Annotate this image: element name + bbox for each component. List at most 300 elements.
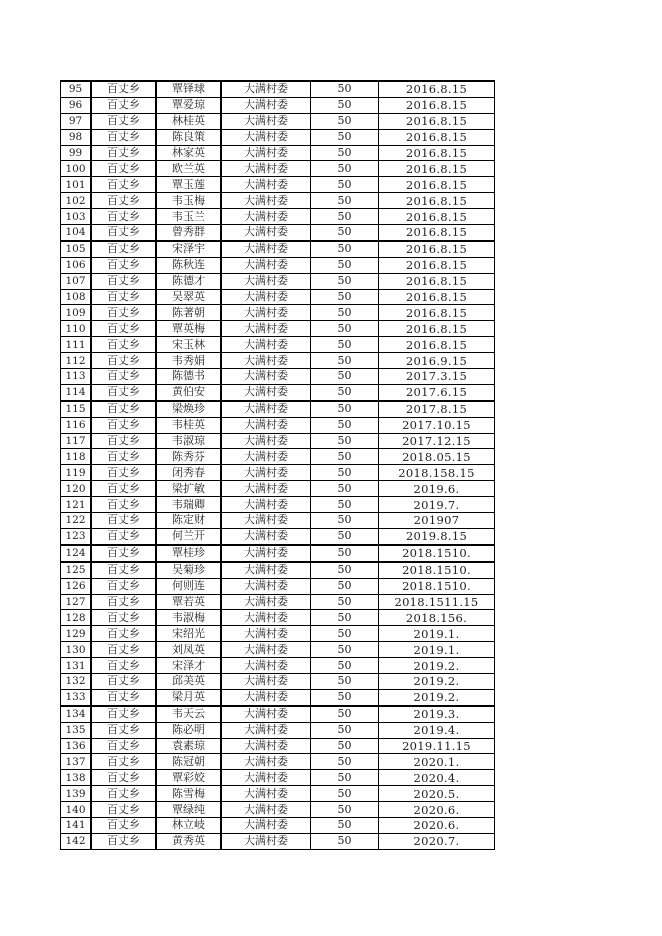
cell-date[interactable]: 2016.8.15 bbox=[379, 321, 495, 337]
cell-township[interactable]: 百丈乡 bbox=[91, 786, 156, 802]
cell-name[interactable]: 黄秀英 bbox=[156, 833, 221, 849]
cell-date[interactable]: 2017.8.15 bbox=[379, 401, 495, 417]
cell-amount[interactable]: 50 bbox=[311, 578, 379, 594]
cell-number[interactable]: 126 bbox=[61, 578, 92, 594]
cell-amount[interactable]: 50 bbox=[311, 209, 379, 225]
cell-amount[interactable]: 50 bbox=[311, 97, 379, 113]
cell-number[interactable]: 112 bbox=[61, 353, 92, 369]
cell-date[interactable]: 2017.3.15 bbox=[379, 369, 495, 385]
cell-township[interactable]: 百丈乡 bbox=[91, 129, 156, 145]
cell-name[interactable]: 覃玉莲 bbox=[156, 177, 221, 193]
cell-number[interactable]: 98 bbox=[61, 129, 92, 145]
cell-name[interactable]: 宋泽宇 bbox=[156, 241, 221, 257]
cell-township[interactable]: 百丈乡 bbox=[91, 626, 156, 642]
cell-name[interactable]: 曾秀群 bbox=[156, 225, 221, 241]
cell-number[interactable]: 121 bbox=[61, 497, 92, 513]
cell-name[interactable]: 黄伯安 bbox=[156, 384, 221, 400]
cell-date[interactable]: 2019.2. bbox=[379, 689, 495, 705]
cell-number[interactable]: 114 bbox=[61, 384, 92, 400]
cell-township[interactable]: 百丈乡 bbox=[91, 401, 156, 417]
cell-village[interactable]: 大满村委 bbox=[221, 610, 311, 626]
cell-number[interactable]: 111 bbox=[61, 337, 92, 353]
cell-number[interactable]: 118 bbox=[61, 449, 92, 465]
cell-name[interactable]: 林家英 bbox=[156, 145, 221, 161]
cell-name[interactable]: 梁月英 bbox=[156, 689, 221, 705]
cell-name[interactable]: 袁素琼 bbox=[156, 738, 221, 754]
cell-date[interactable]: 2016.8.15 bbox=[379, 241, 495, 257]
cell-name[interactable]: 韦淑琼 bbox=[156, 433, 221, 449]
cell-name[interactable]: 邱美英 bbox=[156, 673, 221, 689]
cell-name[interactable]: 林桂英 bbox=[156, 113, 221, 129]
cell-name[interactable]: 林立岐 bbox=[156, 817, 221, 833]
cell-name[interactable]: 覃爱琼 bbox=[156, 97, 221, 113]
cell-amount[interactable]: 50 bbox=[311, 833, 379, 849]
cell-amount[interactable]: 50 bbox=[311, 562, 379, 578]
cell-number[interactable]: 100 bbox=[61, 161, 92, 177]
cell-village[interactable]: 大满村委 bbox=[221, 642, 311, 658]
cell-township[interactable]: 百丈乡 bbox=[91, 578, 156, 594]
cell-number[interactable]: 128 bbox=[61, 610, 92, 626]
cell-amount[interactable]: 50 bbox=[311, 786, 379, 802]
cell-amount[interactable]: 50 bbox=[311, 481, 379, 497]
cell-amount[interactable]: 50 bbox=[311, 321, 379, 337]
cell-amount[interactable]: 50 bbox=[311, 129, 379, 145]
cell-township[interactable]: 百丈乡 bbox=[91, 706, 156, 722]
cell-township[interactable]: 百丈乡 bbox=[91, 225, 156, 241]
data-table bbox=[60, 80, 495, 850]
table-row bbox=[61, 353, 495, 369]
cell-village[interactable]: 大满村委 bbox=[221, 817, 311, 833]
cell-township[interactable]: 百丈乡 bbox=[91, 738, 156, 754]
cell-date[interactable]: 2016.9.15 bbox=[379, 353, 495, 369]
cell-township[interactable]: 百丈乡 bbox=[91, 817, 156, 833]
cell-date[interactable]: 2018.158.15 bbox=[379, 465, 495, 481]
cell-village[interactable]: 大满村委 bbox=[221, 384, 311, 400]
cell-date[interactable]: 2019.2. bbox=[379, 658, 495, 674]
cell-number[interactable]: 102 bbox=[61, 193, 92, 209]
cell-number[interactable]: 129 bbox=[61, 626, 92, 642]
cell-date[interactable]: 2018.1510. bbox=[379, 562, 495, 578]
cell-township[interactable]: 百丈乡 bbox=[91, 770, 156, 786]
cell-date[interactable]: 2020.6. bbox=[379, 817, 495, 833]
cell-name[interactable]: 陈德才 bbox=[156, 273, 221, 289]
cell-township[interactable]: 百丈乡 bbox=[91, 528, 156, 544]
cell-date[interactable]: 2016.8.15 bbox=[379, 209, 495, 225]
cell-township[interactable]: 百丈乡 bbox=[91, 449, 156, 465]
cell-name[interactable]: 覃彩姣 bbox=[156, 770, 221, 786]
cell-amount[interactable]: 50 bbox=[311, 738, 379, 754]
cell-village[interactable]: 大满村委 bbox=[221, 321, 311, 337]
cell-township[interactable]: 百丈乡 bbox=[91, 353, 156, 369]
cell-village[interactable]: 大满村委 bbox=[221, 177, 311, 193]
cell-township[interactable]: 百丈乡 bbox=[91, 513, 156, 529]
cell-name[interactable]: 陈著朝 bbox=[156, 305, 221, 321]
cell-name[interactable]: 覃铎球 bbox=[156, 81, 221, 97]
cell-township[interactable]: 百丈乡 bbox=[91, 273, 156, 289]
cell-township[interactable]: 百丈乡 bbox=[91, 337, 156, 353]
cell-village[interactable]: 大满村委 bbox=[221, 833, 311, 849]
cell-amount[interactable]: 50 bbox=[311, 113, 379, 129]
cell-name[interactable]: 宋泽才 bbox=[156, 658, 221, 674]
cell-village[interactable]: 大满村委 bbox=[221, 722, 311, 738]
table-row bbox=[61, 481, 495, 497]
cell-village[interactable]: 大满村委 bbox=[221, 145, 311, 161]
cell-amount[interactable]: 50 bbox=[311, 257, 379, 273]
cell-date[interactable]: 201907 bbox=[379, 513, 495, 529]
cell-township[interactable]: 百丈乡 bbox=[91, 384, 156, 400]
cell-amount[interactable]: 50 bbox=[311, 177, 379, 193]
cell-village[interactable]: 大满村委 bbox=[221, 369, 311, 385]
cell-village[interactable]: 大满村委 bbox=[221, 241, 311, 257]
cell-amount[interactable]: 50 bbox=[311, 81, 379, 97]
cell-village[interactable]: 大满村委 bbox=[221, 337, 311, 353]
cell-village[interactable]: 大满村委 bbox=[221, 673, 311, 689]
cell-date[interactable]: 2019.3. bbox=[379, 706, 495, 722]
cell-name[interactable]: 韦天云 bbox=[156, 706, 221, 722]
cell-date[interactable]: 2019.2. bbox=[379, 673, 495, 689]
cell-date[interactable]: 2019.1. bbox=[379, 626, 495, 642]
cell-date[interactable]: 2019.4. bbox=[379, 722, 495, 738]
cell-village[interactable]: 大满村委 bbox=[221, 417, 311, 433]
cell-village[interactable]: 大满村委 bbox=[221, 289, 311, 305]
table-row bbox=[61, 802, 495, 818]
cell-village[interactable]: 大满村委 bbox=[221, 433, 311, 449]
cell-name[interactable]: 陈必明 bbox=[156, 722, 221, 738]
cell-village[interactable]: 大满村委 bbox=[221, 305, 311, 321]
cell-date[interactable]: 2016.8.15 bbox=[379, 257, 495, 273]
cell-village[interactable]: 大满村委 bbox=[221, 562, 311, 578]
cell-date[interactable]: 2016.8.15 bbox=[379, 273, 495, 289]
cell-name[interactable]: 覃桂珍 bbox=[156, 545, 221, 562]
cell-date[interactable]: 2016.8.15 bbox=[379, 193, 495, 209]
cell-number[interactable]: 110 bbox=[61, 321, 92, 337]
cell-name[interactable]: 韦瑞卿 bbox=[156, 497, 221, 513]
cell-township[interactable]: 百丈乡 bbox=[91, 689, 156, 705]
cell-amount[interactable]: 50 bbox=[311, 626, 379, 642]
cell-amount[interactable]: 50 bbox=[311, 545, 379, 562]
cell-township[interactable]: 百丈乡 bbox=[91, 754, 156, 770]
cell-name[interactable]: 韦淑梅 bbox=[156, 610, 221, 626]
cell-village[interactable]: 大满村委 bbox=[221, 706, 311, 722]
cell-name[interactable]: 吴菊珍 bbox=[156, 562, 221, 578]
cell-amount[interactable]: 50 bbox=[311, 145, 379, 161]
cell-amount[interactable]: 50 bbox=[311, 642, 379, 658]
cell-number[interactable]: 95 bbox=[61, 81, 92, 97]
cell-amount[interactable]: 50 bbox=[311, 706, 379, 722]
cell-village[interactable]: 大满村委 bbox=[221, 513, 311, 529]
cell-township[interactable]: 百丈乡 bbox=[91, 465, 156, 481]
cell-date[interactable]: 2016.8.15 bbox=[379, 337, 495, 353]
cell-number[interactable]: 99 bbox=[61, 145, 92, 161]
cell-number[interactable]: 109 bbox=[61, 305, 92, 321]
cell-date[interactable]: 2018.1510. bbox=[379, 545, 495, 562]
cell-name[interactable]: 陈冠朝 bbox=[156, 754, 221, 770]
cell-village[interactable]: 大满村委 bbox=[221, 129, 311, 145]
cell-village[interactable]: 大满村委 bbox=[221, 802, 311, 818]
cell-name[interactable]: 梁焕珍 bbox=[156, 401, 221, 417]
cell-village[interactable]: 大满村委 bbox=[221, 257, 311, 273]
cell-village[interactable]: 大满村委 bbox=[221, 545, 311, 562]
cell-village[interactable]: 大满村委 bbox=[221, 754, 311, 770]
cell-number[interactable]: 97 bbox=[61, 113, 92, 129]
cell-number[interactable]: 104 bbox=[61, 225, 92, 241]
cell-township[interactable]: 百丈乡 bbox=[91, 562, 156, 578]
cell-amount[interactable]: 50 bbox=[311, 610, 379, 626]
cell-number[interactable]: 120 bbox=[61, 481, 92, 497]
cell-amount[interactable]: 50 bbox=[311, 289, 379, 305]
cell-amount[interactable]: 50 bbox=[311, 770, 379, 786]
cell-name[interactable]: 覃绿纯 bbox=[156, 802, 221, 818]
cell-number[interactable]: 130 bbox=[61, 642, 92, 658]
table-row bbox=[61, 545, 495, 562]
cell-village[interactable]: 大满村委 bbox=[221, 273, 311, 289]
cell-township[interactable]: 百丈乡 bbox=[91, 417, 156, 433]
cell-date[interactable]: 2016.8.15 bbox=[379, 305, 495, 321]
cell-date[interactable]: 2020.5. bbox=[379, 786, 495, 802]
cell-township[interactable]: 百丈乡 bbox=[91, 481, 156, 497]
cell-amount[interactable]: 50 bbox=[311, 465, 379, 481]
cell-village[interactable]: 大满村委 bbox=[221, 528, 311, 544]
cell-date[interactable]: 2020.7. bbox=[379, 833, 495, 849]
cell-amount[interactable]: 50 bbox=[311, 305, 379, 321]
cell-name[interactable]: 宋绍光 bbox=[156, 626, 221, 642]
cell-village[interactable]: 大满村委 bbox=[221, 225, 311, 241]
cell-number[interactable]: 127 bbox=[61, 594, 92, 610]
cell-township[interactable]: 百丈乡 bbox=[91, 81, 156, 97]
cell-amount[interactable]: 50 bbox=[311, 497, 379, 513]
cell-date[interactable]: 2016.8.15 bbox=[379, 129, 495, 145]
cell-amount[interactable]: 50 bbox=[311, 337, 379, 353]
cell-number[interactable]: 124 bbox=[61, 545, 92, 562]
table-row bbox=[61, 497, 495, 513]
cell-number[interactable]: 142 bbox=[61, 833, 92, 849]
cell-village[interactable]: 大满村委 bbox=[221, 97, 311, 113]
table-row bbox=[61, 689, 495, 705]
cell-date[interactable]: 2016.8.15 bbox=[379, 113, 495, 129]
cell-village[interactable]: 大满村委 bbox=[221, 497, 311, 513]
cell-name[interactable]: 陈良策 bbox=[156, 129, 221, 145]
cell-amount[interactable]: 50 bbox=[311, 353, 379, 369]
cell-date[interactable]: 2018.1510. bbox=[379, 578, 495, 594]
cell-village[interactable]: 大满村委 bbox=[221, 626, 311, 642]
cell-amount[interactable]: 50 bbox=[311, 722, 379, 738]
cell-date[interactable]: 2016.8.15 bbox=[379, 81, 495, 97]
cell-township[interactable]: 百丈乡 bbox=[91, 113, 156, 129]
cell-name[interactable]: 韦玉梅 bbox=[156, 193, 221, 209]
cell-village[interactable]: 大满村委 bbox=[221, 113, 311, 129]
cell-township[interactable]: 百丈乡 bbox=[91, 209, 156, 225]
cell-township[interactable]: 百丈乡 bbox=[91, 722, 156, 738]
cell-number[interactable]: 132 bbox=[61, 673, 92, 689]
cell-village[interactable]: 大满村委 bbox=[221, 594, 311, 610]
cell-date[interactable]: 2016.8.15 bbox=[379, 225, 495, 241]
cell-date[interactable]: 2017.10.15 bbox=[379, 417, 495, 433]
cell-number[interactable]: 119 bbox=[61, 465, 92, 481]
table-row bbox=[61, 594, 495, 610]
cell-amount[interactable]: 50 bbox=[311, 193, 379, 209]
cell-name[interactable]: 何兰开 bbox=[156, 528, 221, 544]
cell-township[interactable]: 百丈乡 bbox=[91, 610, 156, 626]
cell-name[interactable]: 陈秋连 bbox=[156, 257, 221, 273]
cell-number[interactable]: 131 bbox=[61, 658, 92, 674]
cell-name[interactable]: 陈德书 bbox=[156, 369, 221, 385]
cell-amount[interactable]: 50 bbox=[311, 384, 379, 400]
cell-village[interactable]: 大满村委 bbox=[221, 81, 311, 97]
cell-name[interactable]: 韦秀娟 bbox=[156, 353, 221, 369]
cell-number[interactable]: 135 bbox=[61, 722, 92, 738]
cell-township[interactable]: 百丈乡 bbox=[91, 545, 156, 562]
cell-amount[interactable]: 50 bbox=[311, 528, 379, 544]
cell-name[interactable]: 刘凤英 bbox=[156, 642, 221, 658]
cell-date[interactable]: 2016.8.15 bbox=[379, 289, 495, 305]
cell-date[interactable]: 2018.1511.15 bbox=[379, 594, 495, 610]
cell-village[interactable]: 大满村委 bbox=[221, 481, 311, 497]
cell-township[interactable]: 百丈乡 bbox=[91, 257, 156, 273]
cell-number[interactable]: 108 bbox=[61, 289, 92, 305]
cell-date[interactable]: 2019.1. bbox=[379, 642, 495, 658]
cell-number[interactable]: 107 bbox=[61, 273, 92, 289]
cell-date[interactable]: 2017.6.15 bbox=[379, 384, 495, 400]
cell-amount[interactable]: 50 bbox=[311, 689, 379, 705]
cell-township[interactable]: 百丈乡 bbox=[91, 241, 156, 257]
cell-village[interactable]: 大满村委 bbox=[221, 738, 311, 754]
cell-amount[interactable]: 50 bbox=[311, 754, 379, 770]
cell-village[interactable]: 大满村委 bbox=[221, 401, 311, 417]
cell-township[interactable]: 百丈乡 bbox=[91, 193, 156, 209]
cell-date[interactable]: 2018.05.15 bbox=[379, 449, 495, 465]
cell-village[interactable]: 大满村委 bbox=[221, 658, 311, 674]
cell-number[interactable]: 96 bbox=[61, 97, 92, 113]
cell-amount[interactable]: 50 bbox=[311, 417, 379, 433]
cell-amount[interactable]: 50 bbox=[311, 161, 379, 177]
cell-name[interactable]: 陈定财 bbox=[156, 513, 221, 529]
cell-township[interactable]: 百丈乡 bbox=[91, 833, 156, 849]
cell-amount[interactable]: 50 bbox=[311, 401, 379, 417]
cell-amount[interactable]: 50 bbox=[311, 817, 379, 833]
cell-number[interactable]: 103 bbox=[61, 209, 92, 225]
cell-village[interactable]: 大满村委 bbox=[221, 161, 311, 177]
cell-village[interactable]: 大满村委 bbox=[221, 193, 311, 209]
cell-village[interactable]: 大满村委 bbox=[221, 353, 311, 369]
cell-date[interactable]: 2016.8.15 bbox=[379, 97, 495, 113]
cell-number[interactable]: 101 bbox=[61, 177, 92, 193]
cell-amount[interactable]: 50 bbox=[311, 513, 379, 529]
cell-name[interactable]: 欧兰英 bbox=[156, 161, 221, 177]
cell-amount[interactable]: 50 bbox=[311, 225, 379, 241]
cell-township[interactable]: 百丈乡 bbox=[91, 177, 156, 193]
cell-number[interactable]: 125 bbox=[61, 562, 92, 578]
cell-number[interactable]: 139 bbox=[61, 786, 92, 802]
cell-amount[interactable]: 50 bbox=[311, 449, 379, 465]
cell-village[interactable]: 大满村委 bbox=[221, 689, 311, 705]
cell-township[interactable]: 百丈乡 bbox=[91, 161, 156, 177]
cell-date[interactable]: 2020.6. bbox=[379, 802, 495, 818]
cell-township[interactable]: 百丈乡 bbox=[91, 497, 156, 513]
cell-number[interactable]: 115 bbox=[61, 401, 92, 417]
cell-amount[interactable]: 50 bbox=[311, 433, 379, 449]
table-row bbox=[61, 449, 495, 465]
cell-township[interactable]: 百丈乡 bbox=[91, 321, 156, 337]
cell-number[interactable]: 140 bbox=[61, 802, 92, 818]
cell-name[interactable]: 梁扩敏 bbox=[156, 481, 221, 497]
cell-date[interactable]: 2019.6. bbox=[379, 481, 495, 497]
cell-village[interactable]: 大满村委 bbox=[221, 786, 311, 802]
cell-number[interactable]: 105 bbox=[61, 241, 92, 257]
cell-township[interactable]: 百丈乡 bbox=[91, 673, 156, 689]
cell-number[interactable]: 141 bbox=[61, 817, 92, 833]
cell-amount[interactable]: 50 bbox=[311, 658, 379, 674]
table-row bbox=[61, 626, 495, 642]
cell-village[interactable]: 大满村委 bbox=[221, 209, 311, 225]
cell-name[interactable]: 覃若英 bbox=[156, 594, 221, 610]
cell-name[interactable]: 何则连 bbox=[156, 578, 221, 594]
cell-date[interactable]: 2020.4. bbox=[379, 770, 495, 786]
cell-number[interactable]: 123 bbox=[61, 528, 92, 544]
cell-amount[interactable]: 50 bbox=[311, 673, 379, 689]
cell-township[interactable]: 百丈乡 bbox=[91, 802, 156, 818]
cell-name[interactable]: 韦玉兰 bbox=[156, 209, 221, 225]
cell-date[interactable]: 2016.8.15 bbox=[379, 161, 495, 177]
cell-number[interactable]: 106 bbox=[61, 257, 92, 273]
cell-name[interactable]: 吴翠英 bbox=[156, 289, 221, 305]
cell-township[interactable]: 百丈乡 bbox=[91, 97, 156, 113]
cell-amount[interactable]: 50 bbox=[311, 802, 379, 818]
cell-township[interactable]: 百丈乡 bbox=[91, 145, 156, 161]
cell-date[interactable]: 2020.1. bbox=[379, 754, 495, 770]
cell-township[interactable]: 百丈乡 bbox=[91, 433, 156, 449]
cell-name[interactable]: 覃英梅 bbox=[156, 321, 221, 337]
cell-number[interactable]: 117 bbox=[61, 433, 92, 449]
cell-number[interactable]: 137 bbox=[61, 754, 92, 770]
cell-number[interactable]: 138 bbox=[61, 770, 92, 786]
table-row bbox=[61, 722, 495, 738]
cell-amount[interactable]: 50 bbox=[311, 369, 379, 385]
cell-village[interactable]: 大满村委 bbox=[221, 770, 311, 786]
cell-amount[interactable]: 50 bbox=[311, 241, 379, 257]
cell-township[interactable]: 百丈乡 bbox=[91, 594, 156, 610]
cell-village[interactable]: 大满村委 bbox=[221, 465, 311, 481]
cell-village[interactable]: 大满村委 bbox=[221, 449, 311, 465]
cell-number[interactable]: 113 bbox=[61, 369, 92, 385]
cell-township[interactable]: 百丈乡 bbox=[91, 289, 156, 305]
cell-date[interactable]: 2019.7. bbox=[379, 497, 495, 513]
cell-village[interactable]: 大满村委 bbox=[221, 578, 311, 594]
cell-number[interactable]: 122 bbox=[61, 513, 92, 529]
cell-date[interactable]: 2017.12.15 bbox=[379, 433, 495, 449]
cell-name[interactable]: 韦桂英 bbox=[156, 417, 221, 433]
cell-date[interactable]: 2016.8.15 bbox=[379, 145, 495, 161]
cell-name[interactable]: 陈秀芬 bbox=[156, 449, 221, 465]
cell-township[interactable]: 百丈乡 bbox=[91, 305, 156, 321]
cell-name[interactable]: 陈雪梅 bbox=[156, 786, 221, 802]
cell-name[interactable]: 闭秀春 bbox=[156, 465, 221, 481]
cell-number[interactable]: 136 bbox=[61, 738, 92, 754]
cell-date[interactable]: 2019.8.15 bbox=[379, 528, 495, 544]
cell-township[interactable]: 百丈乡 bbox=[91, 658, 156, 674]
cell-number[interactable]: 133 bbox=[61, 689, 92, 705]
cell-township[interactable]: 百丈乡 bbox=[91, 642, 156, 658]
cell-number[interactable]: 116 bbox=[61, 417, 92, 433]
cell-name[interactable]: 宋玉林 bbox=[156, 337, 221, 353]
cell-township[interactable]: 百丈乡 bbox=[91, 369, 156, 385]
table-row bbox=[61, 642, 495, 658]
cell-date[interactable]: 2018.156. bbox=[379, 610, 495, 626]
cell-date[interactable]: 2016.8.15 bbox=[379, 177, 495, 193]
cell-number[interactable]: 134 bbox=[61, 706, 92, 722]
cell-date[interactable]: 2019.11.15 bbox=[379, 738, 495, 754]
cell-amount[interactable]: 50 bbox=[311, 273, 379, 289]
cell-amount[interactable]: 50 bbox=[311, 594, 379, 610]
